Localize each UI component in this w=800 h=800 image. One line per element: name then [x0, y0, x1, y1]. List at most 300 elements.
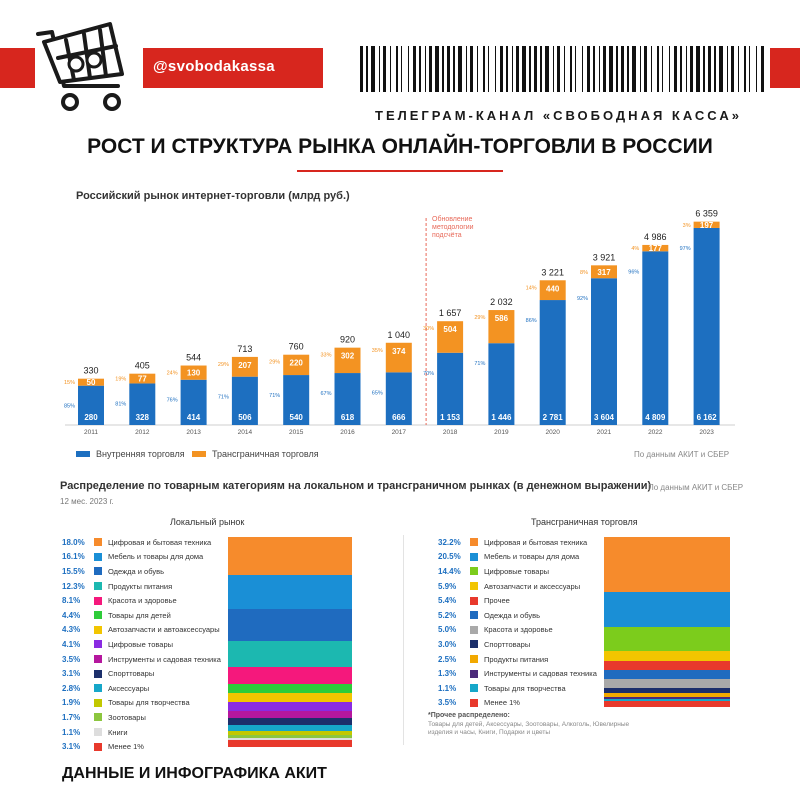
category-swatch: [470, 640, 478, 648]
category-percent: 3.0%: [438, 639, 457, 649]
title-underline: [297, 170, 503, 172]
category-percent: 5.4%: [438, 596, 457, 606]
share-domestic-2015: 71%: [269, 393, 281, 400]
barcode-bar: [690, 46, 693, 92]
share-cross-border-2017: 35%: [371, 347, 383, 354]
channel-handle[interactable]: @svobodakassa: [153, 58, 275, 75]
barcode-bar: [379, 46, 380, 92]
category-row: [62, 623, 221, 638]
barcode-bar: [419, 46, 421, 92]
bar-chart-source: По данным АКИТ и СБЕР: [634, 450, 730, 459]
barcode-bar: [744, 46, 746, 92]
category-percent: 1.9%: [62, 698, 81, 708]
label-cross-border-2013: 130: [186, 368, 201, 378]
tick-2013: 2013: [186, 429, 201, 436]
category-label: Красота и здоровье: [108, 596, 177, 606]
category-row: [62, 535, 221, 550]
label-domestic-2011: 280: [84, 413, 98, 422]
barcode-bar: [657, 46, 659, 92]
barcode-icon: [360, 46, 765, 92]
category-percent: 16.1%: [62, 552, 85, 562]
category-row: [62, 696, 221, 711]
share-cross-border-2012: 19%: [115, 376, 127, 383]
distribution-period: 12 мес. 2023 г.: [60, 497, 114, 506]
stack-segment: [604, 592, 730, 627]
share-cross-border-2015: 29%: [269, 359, 281, 366]
bar-domestic-2023: [694, 228, 720, 425]
barcode-bar: [447, 46, 450, 92]
label-domestic-2023: 6 162: [696, 413, 717, 422]
tick-2014: 2014: [237, 429, 253, 436]
category-percent: 5.0%: [438, 625, 457, 635]
bar-domestic-2021: [591, 278, 617, 425]
label-total-2013: 544: [186, 352, 202, 363]
category-percent: 32.2%: [438, 537, 461, 547]
share-cross-border-2019: 29%: [474, 315, 486, 322]
category-label: Продукты питания: [108, 581, 173, 591]
tick-2022: 2022: [648, 429, 663, 436]
barcode-bar: [516, 46, 519, 92]
barcode-bar: [466, 46, 467, 92]
barcode-bar: [587, 46, 590, 92]
label-domestic-2014: 506: [238, 413, 252, 422]
category-percent: 1.3%: [438, 669, 457, 679]
market-bar-chart: [60, 200, 740, 440]
barcode-bar: [529, 46, 531, 92]
share-cross-border-2018: 30%: [423, 326, 435, 333]
category-swatch: [94, 713, 102, 721]
category-percent: 3.5%: [62, 654, 81, 664]
methodology-annotation: Обновление методологии подсчёта: [432, 216, 474, 239]
share-domestic-2017: 65%: [371, 390, 383, 397]
label-total-2022: 4 986: [644, 231, 667, 242]
share-cross-border-2016: 33%: [320, 352, 332, 359]
share-cross-border-2011: 15%: [63, 380, 75, 387]
barcode-bar: [500, 46, 503, 92]
tick-2012: 2012: [135, 429, 150, 436]
category-percent: 3.1%: [62, 742, 81, 752]
legend-domestic: [76, 449, 185, 459]
stack-segment: [228, 693, 352, 702]
barcode-bar: [599, 46, 600, 92]
category-row: [438, 608, 597, 623]
barcode-bar: [557, 46, 560, 92]
shopping-cart-icon: [30, 12, 140, 116]
page-title: РОСТ И СТРУКТУРА РЫНКА ОНЛАЙН-ТОРГОВЛИ В РОССИИ: [87, 135, 713, 158]
barcode-bar: [727, 46, 728, 92]
stack-segment: [604, 701, 730, 707]
share-domestic-2019: 71%: [474, 361, 486, 368]
category-row: [62, 579, 221, 594]
category-row: [438, 623, 597, 638]
barcode-bar: [627, 46, 629, 92]
category-label: Менее 1%: [108, 742, 144, 752]
label-total-2017: 1 040: [387, 329, 411, 340]
category-row: [438, 564, 597, 579]
barcode-bar: [593, 46, 595, 92]
share-domestic-2014: 71%: [217, 394, 229, 401]
category-swatch: [94, 670, 102, 678]
category-label: Одежда и обувь: [108, 566, 164, 576]
category-swatch: [470, 611, 478, 619]
category-row: [62, 739, 221, 754]
barcode-bar: [401, 46, 402, 92]
barcode-bar: [680, 46, 682, 92]
category-label: Цифровые товары: [484, 566, 550, 576]
category-row: [62, 593, 221, 608]
share-cross-border-2020: 14%: [525, 285, 537, 292]
label-total-2016: 920: [339, 334, 356, 345]
barcode-bar: [669, 46, 670, 92]
share-domestic-2020: 86%: [525, 318, 537, 325]
label-cross-border-2012: 77: [137, 374, 147, 384]
barcode-bar: [575, 46, 576, 92]
barcode-bar: [603, 46, 606, 92]
label-total-2021: 3 921: [592, 252, 616, 263]
label-cross-border-2015: 220: [289, 358, 303, 368]
barcode-bar: [425, 46, 426, 92]
barcode-bar: [396, 46, 398, 92]
stack-segment: [604, 537, 730, 592]
category-percent: 15.5%: [62, 566, 85, 576]
category-row: [438, 652, 597, 667]
stack-segment: [228, 667, 352, 684]
share-domestic-2016: 67%: [320, 391, 332, 398]
barcode-bar: [495, 46, 496, 92]
category-row: [62, 666, 221, 681]
category-percent: 3.5%: [438, 698, 457, 708]
stack-segment: [228, 641, 352, 667]
local-market-title: Локальный рынок: [170, 517, 245, 527]
barcode-bar: [540, 46, 542, 92]
tick-2020: 2020: [545, 429, 560, 436]
category-row: [438, 696, 597, 711]
stack-segment: [604, 670, 730, 679]
tick-2017: 2017: [391, 429, 407, 436]
category-swatch: [470, 597, 478, 605]
stack-segment: [228, 537, 352, 575]
barcode-bar: [545, 46, 549, 92]
label-total-2015: 760: [288, 341, 304, 352]
category-swatch: [94, 728, 102, 736]
category-row: [62, 564, 221, 579]
distribution-title: Распределение по товарным категориям на локальном и трансграничном рынках (в денежном выражении): [60, 480, 652, 492]
category-row: [62, 681, 221, 696]
share-domestic-2018: 70%: [423, 370, 435, 377]
category-label: Мебель и товары для дома: [108, 552, 204, 562]
barcode-bar: [458, 46, 462, 92]
category-swatch: [470, 582, 478, 590]
cross-border-stacked-bar: [604, 537, 730, 707]
barcode-bar: [512, 46, 513, 92]
cross-border-title: Трансграничная торговля: [531, 517, 638, 527]
channel-name: ТЕЛЕГРАМ-КАНАЛ «СВОБОДНАЯ КАССА»: [375, 108, 742, 123]
barcode-bar: [761, 46, 764, 92]
category-row: [62, 652, 221, 667]
category-percent: 20.5%: [438, 552, 461, 562]
barcode-bar: [609, 46, 613, 92]
barcode-bar: [413, 46, 416, 92]
cross-border-category-list: [438, 535, 597, 710]
category-row: [62, 710, 221, 725]
category-swatch: [470, 655, 478, 663]
category-row: [438, 535, 597, 550]
label-total-2023: 6 359: [695, 208, 718, 219]
barcode-bar: [708, 46, 711, 92]
category-row: [438, 550, 597, 565]
category-percent: 18.0%: [62, 537, 85, 547]
tick-2016: 2016: [340, 429, 355, 436]
category-swatch: [94, 743, 102, 751]
barcode-bar: [534, 46, 537, 92]
barcode-bar: [564, 46, 565, 92]
category-swatch: [470, 699, 478, 707]
category-percent: 4.4%: [62, 610, 81, 620]
category-row: [62, 550, 221, 565]
legend-label-cross-border: Трансграничная торговля: [212, 449, 319, 459]
category-row: [438, 637, 597, 652]
label-total-2020: 3 221: [541, 267, 564, 278]
category-label: Менее 1%: [484, 698, 520, 708]
label-cross-border-2017: 374: [392, 346, 406, 356]
category-swatch: [94, 553, 102, 561]
category-label: Автозапчасти и аксессуары: [484, 581, 581, 591]
category-label: Мебель и товары для дома: [484, 552, 580, 562]
category-swatch: [94, 684, 102, 692]
barcode-bar: [632, 46, 636, 92]
bar-domestic-2022: [642, 251, 668, 425]
barcode-bar: [731, 46, 734, 92]
share-domestic-2011: 85%: [63, 403, 75, 410]
category-percent: 2.5%: [438, 654, 457, 664]
barcode-bar: [506, 46, 508, 92]
stack-segment: [604, 651, 730, 661]
footer-credit: ДАННЫЕ И ИНФОГРАФИКА АКИТ: [62, 765, 327, 782]
share-domestic-2021: 92%: [576, 296, 588, 303]
stack-segment: [228, 702, 352, 711]
category-swatch: [94, 655, 102, 663]
other-note-text: Товары для детей, Аксессуары, Зоотовары, Алкоголь, Ювелирные изделия и часы, Книги, Подарки и цветы: [428, 721, 630, 736]
label-total-2018: 1 657: [438, 308, 462, 319]
category-label: Спорттовары: [108, 669, 155, 679]
label-domestic-2015: 540: [289, 413, 303, 422]
barcode-bar: [470, 46, 473, 92]
category-swatch: [94, 699, 102, 707]
barcode-bar: [522, 46, 526, 92]
barcode-bar: [408, 46, 409, 92]
share-cross-border-2021: 8%: [580, 269, 588, 276]
barcode-bar: [483, 46, 485, 92]
label-total-2011: 330: [83, 365, 99, 376]
category-label: Цифровые товары: [108, 639, 174, 649]
category-swatch: [94, 626, 102, 634]
share-domestic-2013: 76%: [166, 397, 178, 404]
barcode-bar: [696, 46, 700, 92]
legend-swatch-domestic: [76, 451, 90, 457]
category-swatch: [470, 670, 478, 678]
share-cross-border-2023: 3%: [682, 222, 691, 229]
barcode-bar: [360, 46, 363, 92]
category-label: Товары для творчества: [108, 698, 190, 708]
tick-2019: 2019: [494, 429, 509, 436]
category-label: Одежда и обувь: [484, 610, 540, 620]
barcode-bar: [674, 46, 677, 92]
category-row: [62, 725, 221, 740]
barcode-bar: [383, 46, 386, 92]
category-swatch: [94, 611, 102, 619]
label-domestic-2018: 1 153: [440, 413, 461, 422]
stack-segment: [604, 661, 730, 670]
barcode-bar: [640, 46, 641, 92]
legend-cross-border: [192, 449, 319, 459]
label-domestic-2019: 1 446: [491, 413, 512, 422]
label-cross-border-2020: 440: [546, 284, 560, 294]
stack-segment: [228, 740, 352, 747]
category-label: Аксессуары: [108, 683, 150, 693]
category-row: [438, 593, 597, 608]
category-percent: 8.1%: [62, 596, 81, 606]
category-swatch: [94, 538, 102, 546]
category-percent: 1.1%: [438, 683, 457, 693]
category-percent: 4.3%: [62, 625, 81, 635]
category-percent: 3.1%: [62, 669, 81, 679]
barcode-bar: [429, 46, 432, 92]
label-domestic-2012: 328: [135, 413, 149, 422]
category-percent: 5.2%: [438, 610, 457, 620]
label-cross-border-2014: 207: [238, 360, 252, 370]
barcode-bar: [582, 46, 583, 92]
barcode-bar: [553, 46, 554, 92]
label-cross-border-2016: 302: [340, 351, 355, 361]
share-domestic-2012: 81%: [115, 401, 127, 408]
local-category-list: [62, 535, 221, 754]
category-percent: 12.3%: [62, 581, 85, 591]
category-label: Книги: [108, 727, 128, 737]
category-row: [62, 608, 221, 623]
category-swatch: [470, 626, 478, 634]
category-percent: 2.8%: [62, 683, 81, 693]
category-percent: 14.4%: [438, 566, 461, 576]
stack-segment: [228, 609, 352, 642]
barcode-bar: [651, 46, 652, 92]
tick-2015: 2015: [288, 429, 304, 436]
distribution-source: По данным АКИТ и СБЕР: [648, 483, 744, 492]
label-cross-border-2018: 504: [443, 325, 457, 335]
category-percent: 4.1%: [62, 639, 81, 649]
category-swatch: [470, 538, 478, 546]
category-percent: 1.7%: [62, 712, 81, 722]
category-swatch: [94, 567, 102, 575]
category-label: Продукты питания: [484, 654, 549, 664]
label-cross-border-2023: 197: [699, 220, 714, 230]
category-swatch: [94, 597, 102, 605]
local-stacked-bar: [228, 537, 352, 747]
category-swatch: [470, 553, 478, 561]
share-domestic-2022: 96%: [628, 269, 640, 276]
barcode-bar: [616, 46, 618, 92]
barcode-bar: [749, 46, 750, 92]
barcode-bar: [366, 46, 368, 92]
barcode-bar: [703, 46, 705, 92]
header-red-band-right: [770, 48, 800, 88]
barcode-bar: [719, 46, 723, 92]
label-domestic-2020: 2 781: [542, 413, 563, 422]
label-cross-border-2021: 317: [597, 267, 611, 277]
barcode-bar: [371, 46, 375, 92]
category-label: Инструменты и садовая техника: [108, 654, 221, 664]
barcode-bar: [621, 46, 624, 92]
label-domestic-2022: 4 809: [645, 413, 666, 422]
category-label: Автозапчасти и автоаксессуары: [108, 625, 220, 635]
legend-label-domestic: Внутренняя торговля: [96, 449, 185, 459]
share-domestic-2023: 97%: [679, 245, 691, 252]
category-label: Прочее: [484, 596, 510, 606]
tick-2021: 2021: [596, 429, 612, 436]
category-label: Товары для творчества: [484, 683, 566, 693]
other-note-title: *Прочее распределено:: [428, 712, 510, 719]
label-domestic-2021: 3 604: [593, 413, 615, 422]
category-row: [62, 637, 221, 652]
label-total-2019: 2 032: [490, 297, 513, 308]
barcode-bar: [686, 46, 687, 92]
barcode-bar: [442, 46, 444, 92]
category-label: Товары для детей: [108, 610, 171, 620]
barcode-bar: [644, 46, 647, 92]
label-cross-border-2022: 177: [648, 244, 662, 254]
category-label: Инструменты и садовая техника: [484, 669, 597, 679]
category-row: [438, 579, 597, 594]
label-domestic-2017: 666: [392, 413, 406, 422]
barcode-bar: [477, 46, 478, 92]
bar-chart-title: Российский рынок интернет-торговли (млрд руб.): [76, 190, 350, 202]
label-cross-border-2011: 50: [86, 378, 96, 388]
share-cross-border-2013: 24%: [166, 370, 178, 377]
label-cross-border-2019: 586: [494, 314, 509, 324]
panel-divider: [403, 535, 404, 745]
category-label: Цифровая и бытовая техника: [108, 537, 212, 547]
stack-segment: [228, 684, 352, 693]
category-swatch: [94, 582, 102, 590]
tick-2011: 2011: [84, 429, 98, 436]
category-label: Спорттовары: [484, 639, 531, 649]
category-swatch: [470, 567, 478, 575]
share-cross-border-2022: 4%: [631, 246, 640, 253]
barcode-bar: [756, 46, 757, 92]
legend-swatch-cross-border: [192, 451, 206, 457]
barcode-bar: [390, 46, 391, 92]
barcode-bar: [738, 46, 739, 92]
category-label: Зоотовары: [108, 712, 146, 722]
category-swatch: [470, 684, 478, 692]
stack-segment: [228, 575, 352, 609]
stack-segment: [604, 627, 730, 651]
category-label: Цифровая и бытовая техника: [484, 537, 588, 547]
barcode-bar: [488, 46, 489, 92]
barcode-bar: [453, 46, 455, 92]
category-swatch: [94, 640, 102, 648]
label-total-2012: 405: [134, 360, 150, 371]
stack-segment: [228, 711, 352, 718]
category-row: [438, 681, 597, 696]
category-row: [438, 666, 597, 681]
category-percent: 5.9%: [438, 581, 457, 591]
stack-segment: [604, 679, 730, 688]
label-domestic-2013: 414: [186, 413, 201, 422]
barcode-bar: [435, 46, 439, 92]
barcode-bar: [662, 46, 663, 92]
barcode-bar: [570, 46, 572, 92]
tick-2018: 2018: [442, 429, 458, 436]
